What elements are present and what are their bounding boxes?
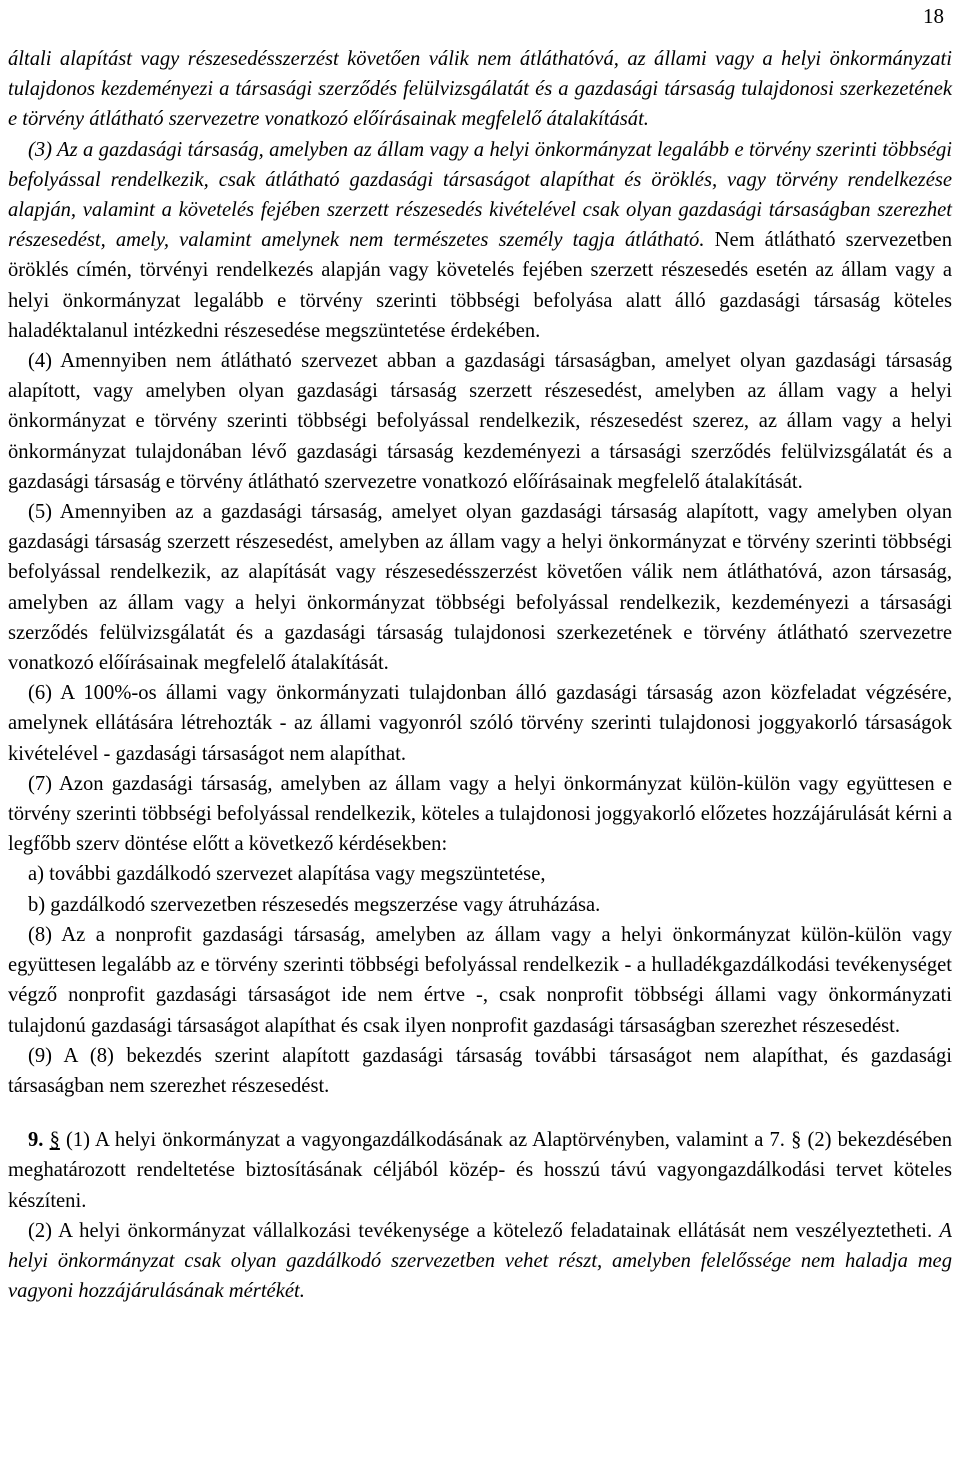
paragraph-7: [8, 769, 952, 860]
text-segment: a) további gazdálkodó szervezet alapítása vagy megszüntetése,: [28, 863, 546, 886]
paragraph-continuation: [8, 44, 952, 135]
section-number: 9.: [28, 1129, 44, 1152]
text-segment: (8) Az a nonprofit gazdasági társaság, amelyben az állam vagy a helyi önkormányzat külön-külön vagy együttesen legalább az e törvény szerinti többségi befolyással rendelkezik - a hulladékgazdálkodási tevékenységet végző nonprofit gazdasági társaságot ide nem értve -, csak nonprofit többségi állami vagy önkormányzati tulajdonú gazdasági társaságot alapíthat és csak ilyen nonprofit gazdasági társaságban szerezhet részesedést.: [8, 923, 952, 1037]
text-segment: (5) Amennyiben az a gazdasági társaság, amelyet olyan gazdasági társaság alapított, vagy amelyben olyan gazdasági társaság szerzett részesedést, amelyben az állam vagy a helyi önkormányzat e törvény szerinti többségi befolyással rendelkezik, az alapítását vagy részesedésszerzést követően válik nem átláthatóvá, azon társaság, amelyben az állam vagy a helyi önkormányzat többségi befolyással rendelkezik, kezdeményezi a társasági szerződés felülvizsgálatát és a gazdasági társaság tulajdonosi szerkezetének e törvény átlátható szervezetre vonatkozó előírásainak megfelelő átalakítását.: [8, 501, 952, 675]
text-segment: általi alapítást vagy részesedésszerzést követően válik nem átláthatóvá, az állami vagy a helyi önkormányzati tulajdonos kezdeményezi a társasági szerződés felülvizsgálatát és a gazdasági társaság tulajdonosi szerkezetének e törvény átlátható szervezetre vonatkozó előírásainak megfelelő átalakítását.: [8, 48, 952, 131]
paragraph-8: [8, 920, 952, 1041]
text-segment: (4) Amennyiben nem átlátható szervezet abban a gazdasági társaságban, amelyet olyan gazdasági társaság alapított, vagy amelyben olyan gazdasági társaság szerzett részesedést, amelyben az állam vagy a helyi önkormányzat e törvény szerinti többségi befolyással rendelkezik, részesedést szerez, az állam vagy a helyi önkormányzat tulajdonában lévő gazdasági társaság kezdeményezi a társasági szerződés felülvizsgálatát és a gazdasági társaság e törvény átlátható szervezetre vonatkozó előírásainak megfelelő átalakítását.: [8, 350, 952, 493]
text-segment: (2) A helyi önkormányzat vállalkozási tevékenysége a kötelező feladatainak ellátását nem veszélyeztetheti.: [28, 1219, 940, 1242]
section-9-paragraph-1: [8, 1125, 952, 1216]
section-sign[interactable]: §: [49, 1129, 60, 1152]
text-segment: (7) Azon gazdasági társaság, amelyben az állam vagy a helyi önkormányzat külön-külön vagy együttesen e törvény szerinti többségi befolyással rendelkezik, köteles a tulajdonosi joggyakorló előzetes hozzájárulását kérni a legfőbb szerv döntése előtt a következő kérdésekben:: [8, 772, 952, 856]
text-segment: (3) Az a gazdasági társaság, amelyben az állam vagy a helyi önkormányzat legalább e törvény szerinti többségi befolyással rendelkezik, csak átlátható gazdasági társaságot alapíthat és öröklés, vagy törvény rendelkezése alapján, valamint a követelés fejében szerzett részesedés kivételével csak olyan gazdasági társaságban szerezhet részesedést, amely, valamint amelynek nem természetes személy tagja átlátható.: [8, 138, 952, 252]
text-segment: Nem átlátható szervezetben öröklés címén, törvényi rendelkezés alapján vagy követelés fejében szerzett részesedés esetén az állam vagy a helyi önkormányzat legalább e törvény szerinti többségi befolyása alatt álló gazdasági társaság köteles haladéktalanul intézkedni részesedése megszüntetése érdekében.: [8, 229, 952, 342]
paragraph-7-point-a: [8, 859, 952, 889]
paragraph-4: [8, 346, 952, 497]
page-number: 18: [923, 4, 944, 28]
paragraph-7-point-b: [8, 890, 952, 920]
paragraph-9: [8, 1041, 952, 1101]
text-segment: (9) A (8) bekezdés szerint alapított gazdasági társaság további társaságot nem alapíthat, és gazdasági társaságban nem szerezhet részesedést.: [8, 1044, 952, 1097]
text-segment: (1) A helyi önkormányzat a vagyongazdálkodásának az Alaptörvényben, valamint a 7. § (2) bekezdésében meghatározott rendeltetése biztosításának céljából közép- és hosszú távú vagyongazdálkodási tervet köteles készíteni.: [8, 1129, 952, 1212]
text-segment: b) gazdálkodó szervezetben részesedés megszerzése vagy átruházása.: [28, 893, 601, 916]
text-segment: A helyi önkormányzat csak olyan gazdálkodó szervezetben vehet részt, amelyben felelőssége nem haladja meg vagyoni hozzájárulásának mértékét.: [8, 1219, 952, 1303]
paragraph-5: [8, 497, 952, 678]
paragraph-6: [8, 678, 952, 769]
text-segment: (6) A 100%-os állami vagy önkormányzati tulajdonban álló gazdasági társaság azon közfeladat végzésére, amelynek ellátására létrehozták - az állami vagyonról szóló törvény szerinti tulajdonosi joggyakorló társaságok kivételével - gazdasági társaságot nem alapíthat.: [8, 682, 952, 765]
section-9-paragraph-2: [8, 1216, 952, 1307]
section-gap: [8, 1101, 952, 1125]
paragraph-3: [8, 135, 952, 346]
